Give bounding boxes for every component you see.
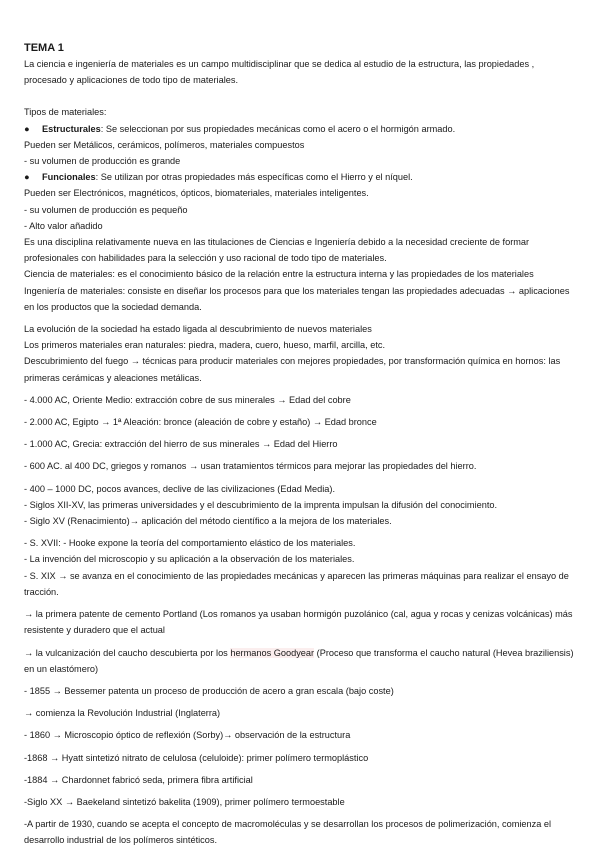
bullet-functional: ● Funcionales: Se utilizan por otras propiedades más específicas como el Hierro y el níquel. xyxy=(24,169,576,185)
document-title: TEMA 1 xyxy=(24,42,64,54)
paragraph: Los primeros materiales eran naturales: piedra, madera, cuero, hueso, marfil, arcilla, etc. xyxy=(24,340,386,351)
text-line: - Alto valor añadido xyxy=(24,220,103,231)
paragraph: Ingeniería de materiales: consiste en diseñar los procesos para que los materiales tengan las propiedades adecuadas → aplicaciones en los productos que la sociedad demanda. xyxy=(24,285,570,312)
timeline-item: -1884 → Chardonnet fabricó seda, primera fibra artificial xyxy=(24,774,253,785)
intro-paragraph: La ciencia e ingeniería de materiales es un campo multidisciplinar que se dedica al estudio de la estructura, las propiedades , procesado y aplicaciones de todo tipo de materiales. xyxy=(24,59,535,86)
text-line: - su volumen de producción es pequeño xyxy=(24,204,188,215)
paragraph: Descubrimiento del fuego → técnicas para producir materiales con mejores propiedades, por transformación química en hornos: las primeras cerámicas y aleaciones metálicas. xyxy=(24,356,561,383)
timeline-item: - 1.000 AC, Grecia: extracción del hierro de sus minerales → Edad del Hierro xyxy=(24,439,338,450)
timeline-item: → la primera patente de cemento Portland (Los romanos ya usaban hormigón puzolánico (cal, agua y rocas y cenizas volcánicas) más resistente y duradero que el actual xyxy=(24,609,573,636)
paragraph: Es una disciplina relativamente nueva en las titulaciones de Ciencias e Ingeniería debido a la necesidad creciente de formar profesionales con habilidades para la selección y uso racional de todo tipo de materiales. xyxy=(24,237,530,264)
bullet-dot-icon: ● xyxy=(24,172,30,183)
highlighted-text: hermanos Goodyear xyxy=(230,647,315,658)
timeline-item: - S. XVII: - Hooke expone la teoría del comportamiento elástico de los materiales. xyxy=(24,538,356,549)
timeline-item: → la vulcanización del caucho descubierta por los hermanos Goodyear (Proceso que transforma el caucho natural (Hevea braziliensis) en un elastómero) xyxy=(24,647,574,674)
timeline-item: - Siglos XII-XV, las primeras universidades y el descubrimiento de la imprenta impulsan la difusión del conocimiento. xyxy=(24,499,498,510)
timeline-item: - 600 AC. al 400 DC, griegos y romanos → usan tratamientos térmicos para mejorar las propiedades del hierro. xyxy=(24,461,477,472)
types-heading: Tipos de materiales: xyxy=(24,107,107,118)
timeline-item: - 400 – 1000 DC, pocos avances, declive de las civilizaciones (Edad Media). xyxy=(24,483,336,494)
document-page xyxy=(24,40,576,849)
bullet-dot-icon: ● xyxy=(24,123,30,134)
timeline-item: - La invención del microscopio y su aplicación a la observación de los materiales. xyxy=(24,554,355,565)
bullet-structural: ● Estructurales: Se seleccionan por sus propiedades mecánicas como el acero o el hormigón armado. xyxy=(24,121,576,137)
timeline-item: -A partir de 1930, cuando se acepta el concepto de macromoléculas y se desarrollan los procesos de polimerización, comienza el desarrollo industrial de los polímeros sintéticos. xyxy=(24,819,552,846)
text-line: - su volumen de producción es grande xyxy=(24,156,181,167)
paragraph: Ciencia de materiales: es el conocimiento básico de la relación entre la estructura interna y las propiedades de los materiales xyxy=(24,269,534,280)
text-line: Pueden ser Metálicos, cerámicos, polímeros, materiales compuestos xyxy=(24,139,305,150)
timeline-item: -Siglo XX → Baekeland sintetizó bakelita (1909), primer polímero termoestable xyxy=(24,796,345,807)
timeline-item: - 2.000 AC, Egipto → 1ª Aleación: bronce (aleación de cobre y estaño) → Edad bronce xyxy=(24,417,377,428)
timeline-item: - 4.000 AC, Oriente Medio: extracción cobre de sus minerales → Edad del cobre xyxy=(24,394,351,405)
timeline-item: - 1855 → Bessemer patenta un proceso de producción de acero a gran escala (bajo coste) xyxy=(24,685,394,696)
timeline-item: -1868 → Hyatt sintetizó nitrato de celulosa (celuloide): primer polímero termoplástico xyxy=(24,752,369,763)
timeline-item: - 1860 → Microscopio óptico de reflexión (Sorby)→ observación de la estructura xyxy=(24,730,351,741)
paragraph: La evolución de la sociedad ha estado ligada al descubrimiento de nuevos materiales xyxy=(24,324,372,335)
timeline-item: - Siglo XV (Renacimiento)→ aplicación del método científico a la mejora de los materiales. xyxy=(24,516,392,527)
timeline-item: → comienza la Revolución Industrial (Inglaterra) xyxy=(24,708,221,719)
text-line: Pueden ser Electrónicos, magnéticos, ópticos, biomateriales, materiales inteligentes. xyxy=(24,188,369,199)
timeline-item: - S. XIX → se avanza en el conocimiento de las propiedades mecánicas y aparecen las primeras máquinas para realizar el ensayo de tracción. xyxy=(24,570,569,597)
